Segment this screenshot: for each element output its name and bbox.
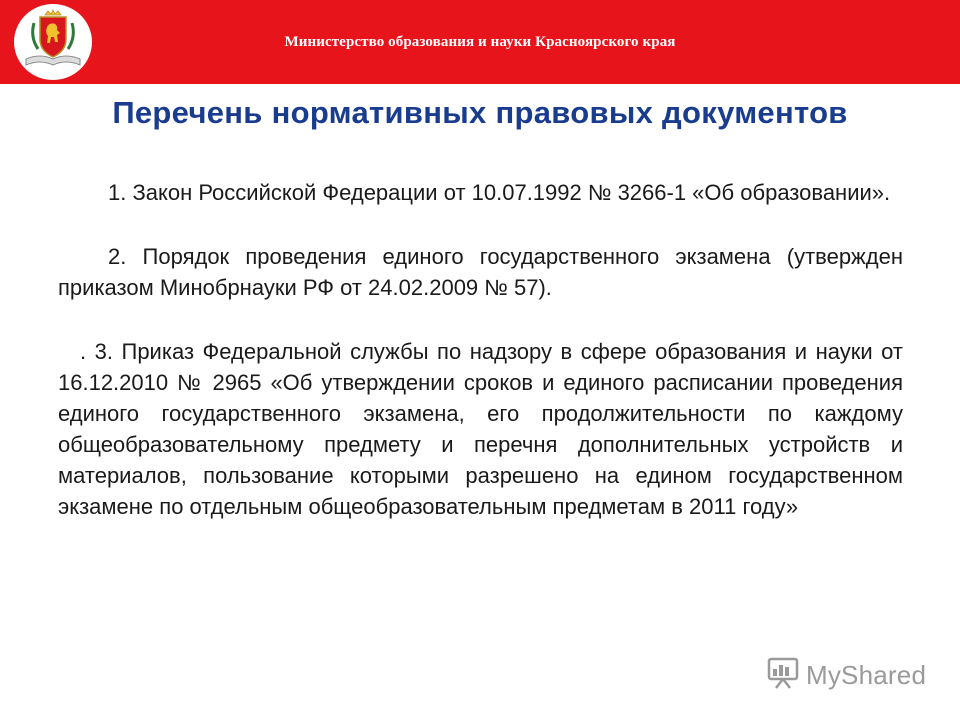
header-bar bbox=[0, 0, 960, 84]
list-item: . 3. Приказ Федеральной службы по надзору в сфере образования и науки от 16.12.2010 № 2965 «Об утверждении сроков и единого расписании проведения единого государственного экзамена, его продолжительности по каждому общеобразовательному предмету и перечня дополнительных устройств и материалов, пользование которыми разрешено на едином государственном экзамене по отдельным общеобразовательным предметам в 2011 году» bbox=[58, 339, 903, 519]
krasnoyarsk-emblem-icon bbox=[14, 4, 92, 80]
ministry-name: Министерство образования и науки Красноярского края bbox=[284, 34, 676, 50]
watermark bbox=[766, 655, 926, 695]
watermark-text: MyShared bbox=[806, 659, 927, 690]
page-title: Перечень нормативных правовых документов bbox=[112, 95, 848, 130]
document-list bbox=[58, 177, 903, 522]
presentation-board-icon bbox=[766, 656, 800, 695]
list-item: 2. Порядок проведения единого государственного экзамена (утвержден приказом Минобрнауки РФ от 24.02.2009 № 57). bbox=[58, 244, 903, 300]
list-item: 1. Закон Российской Федерации от 10.07.1992 № 3266-1 «Об образовании». bbox=[108, 180, 891, 205]
